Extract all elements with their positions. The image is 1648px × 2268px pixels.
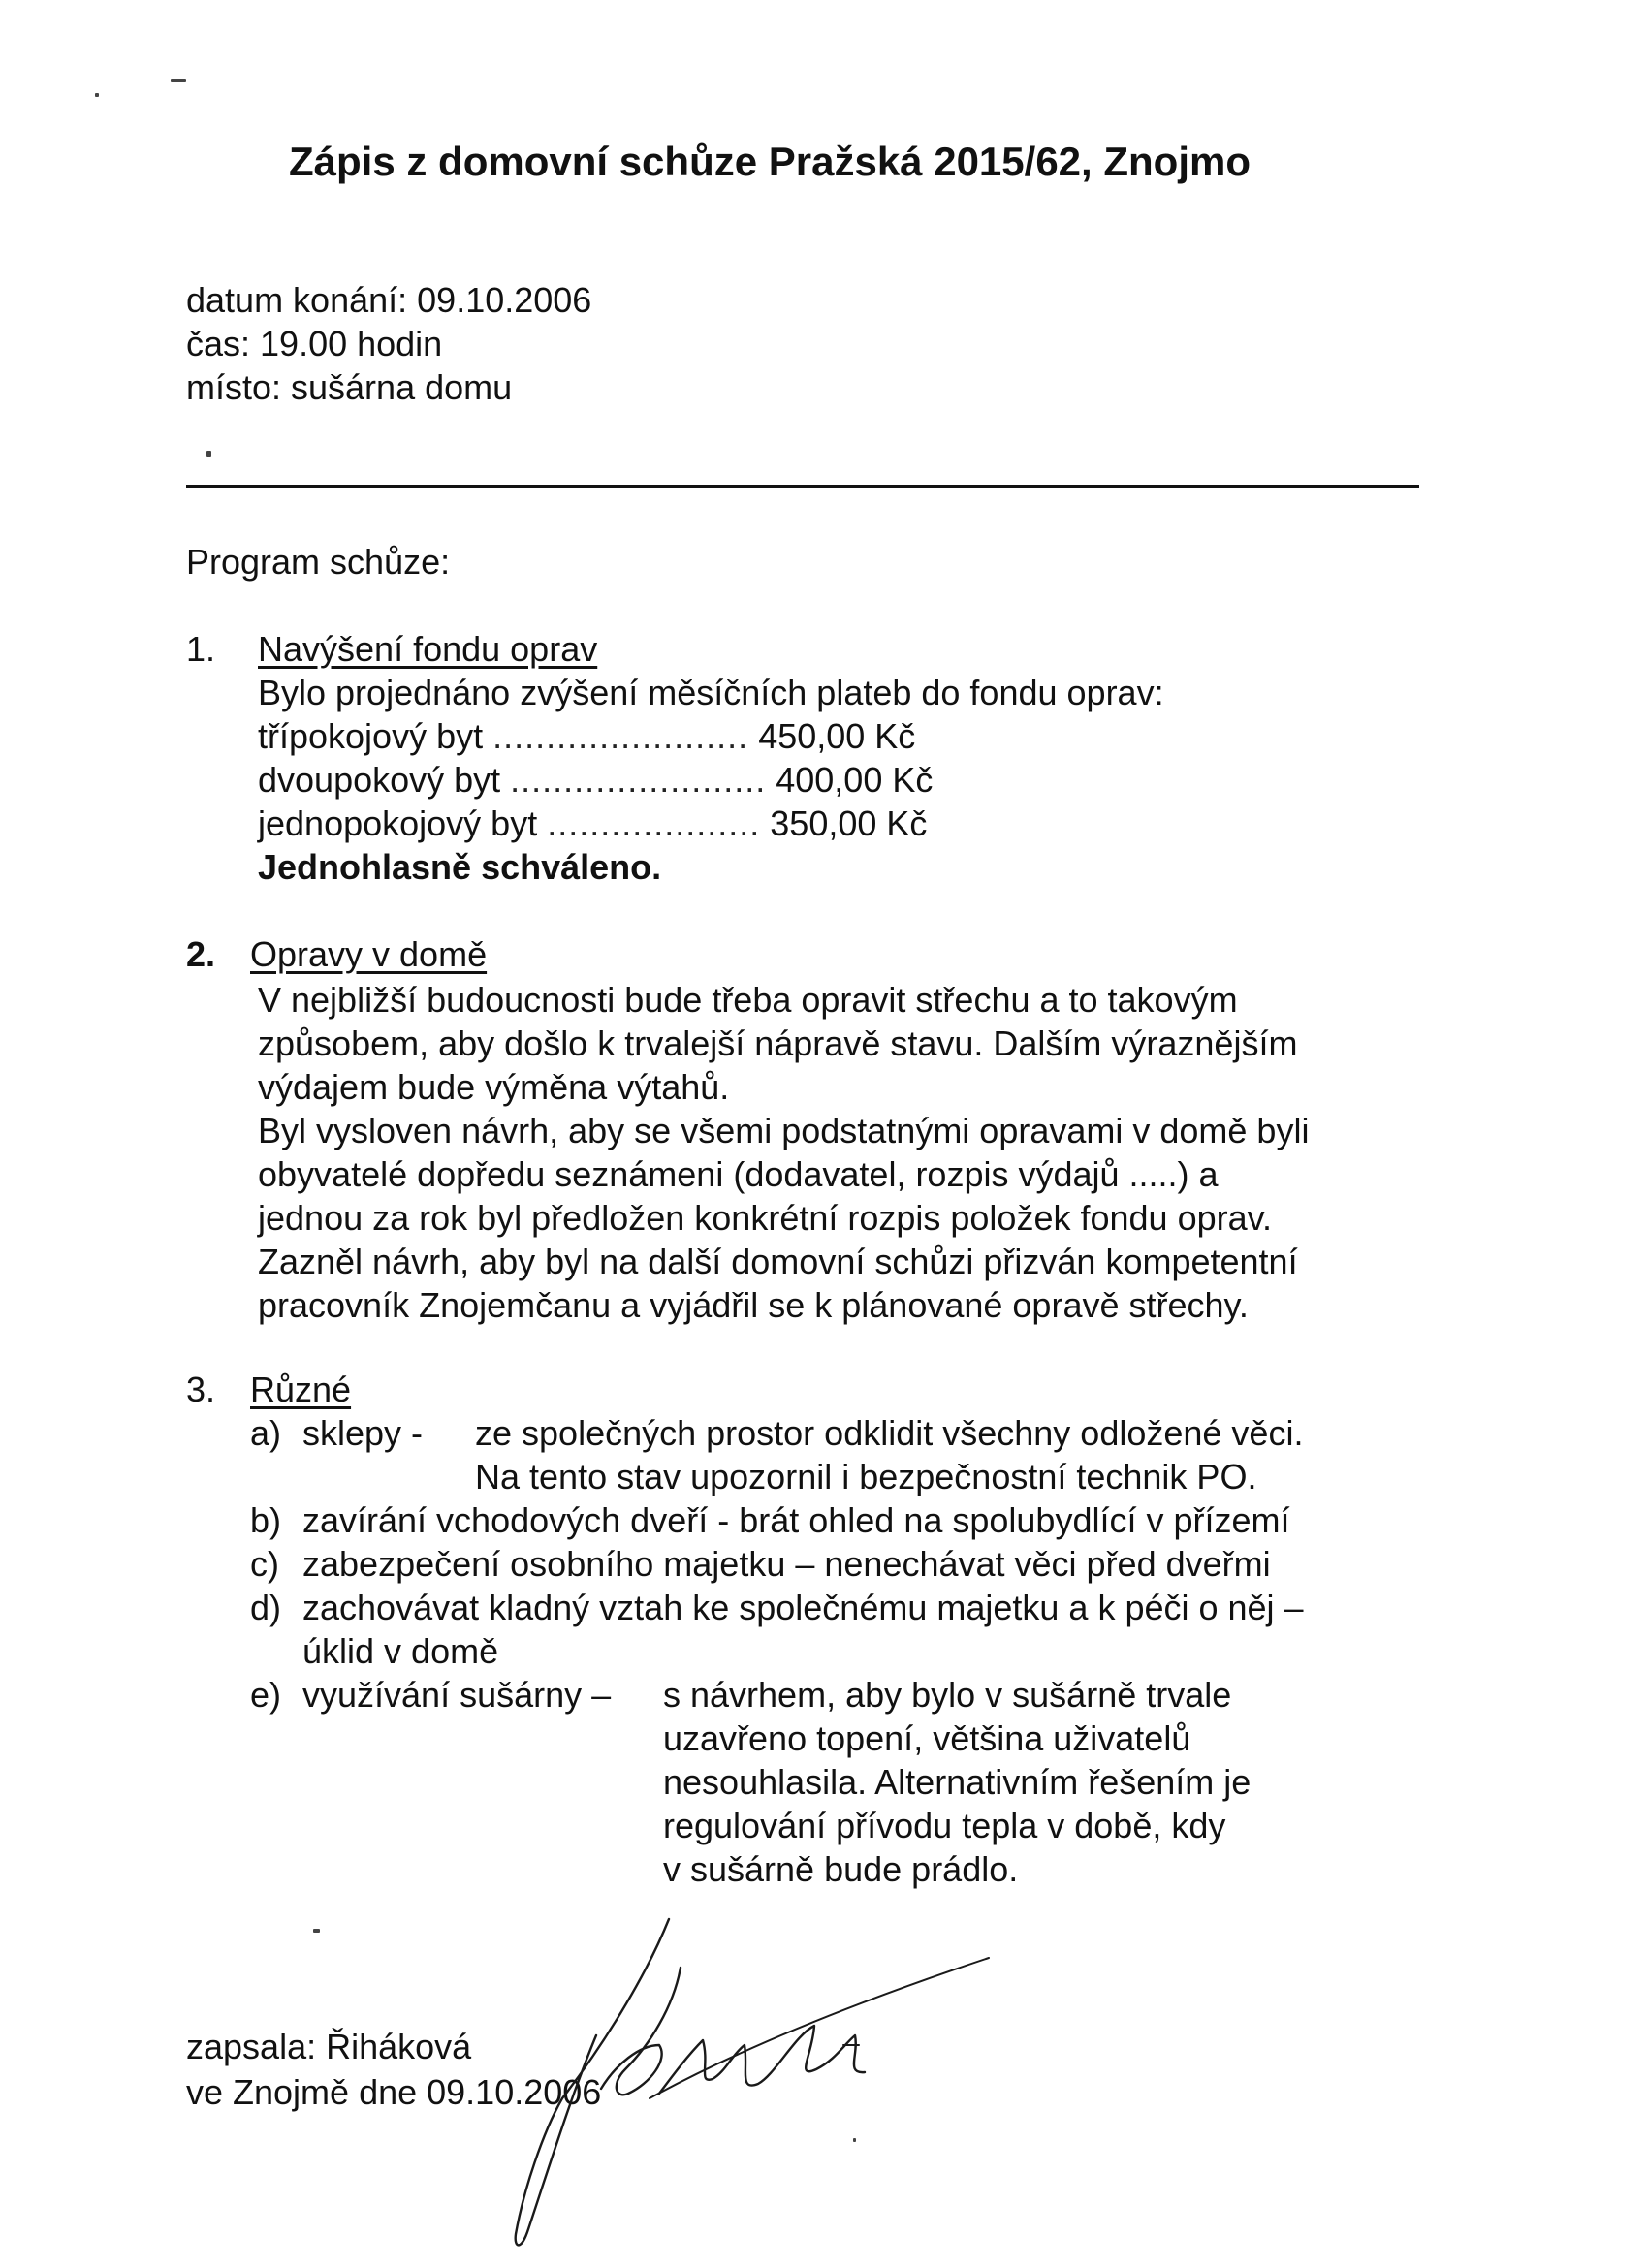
- rate-row: [258, 803, 927, 845]
- rate-dots: ........................: [510, 760, 767, 800]
- subitem-letter: a): [250, 1413, 282, 1453]
- rate-row: [258, 715, 915, 758]
- meeting-time: čas: 19.00 hodin: [186, 324, 443, 363]
- subitem-letter: b): [250, 1500, 282, 1540]
- item2-number: 2.: [186, 934, 216, 974]
- subitem-text: zabezpečení osobního majetku – nenechávat věci před dveřmi: [302, 1544, 1271, 1584]
- item2-line: Byl vysloven návrh, aby se všemi podstatnými opravami v domě byli: [258, 1111, 1310, 1150]
- program-label: Program schůze:: [186, 542, 451, 582]
- subitem-text: uzavřeno topení, většina uživatelů: [663, 1718, 1191, 1758]
- subitem-topic: využívání sušárny –: [302, 1675, 612, 1715]
- item2-line: jednou za rok byl předložen konkrétní rozpis položek fondu oprav.: [258, 1198, 1272, 1238]
- subitem-text: zavírání vchodových dveří - brát ohled na spolubydlící v přízemí: [302, 1500, 1290, 1540]
- recorded-by: zapsala: Řiháková: [186, 2027, 472, 2066]
- item2-line: způsobem, aby došlo k trvalejší nápravě stavu. Dalším výraznějším: [258, 1024, 1298, 1063]
- scan-speck: [95, 93, 99, 97]
- rate-amount: 400,00 Kč: [776, 760, 934, 800]
- rate-label: třípokojový byt: [258, 716, 484, 756]
- rate-row: [258, 759, 933, 802]
- rate-amount: 450,00 Kč: [758, 716, 916, 756]
- subitem-text: v sušárně bude prádlo.: [663, 1849, 1019, 1889]
- item2-line: výdajem bude výměna výtahů.: [258, 1067, 730, 1107]
- item1-intro: Bylo projednáno zvýšení měsíčních plateb do fondu oprav:: [258, 673, 1164, 712]
- meeting-place: místo: sušárna domu: [186, 367, 513, 407]
- subitem-topic: sklepy -: [302, 1413, 424, 1453]
- item2-line: Zazněl návrh, aby byl na další domovní schůzi přizván kompetentní: [258, 1242, 1298, 1281]
- rate-amount: 350,00 Kč: [770, 803, 928, 843]
- item1-number: 1.: [186, 629, 216, 669]
- subitem-text: ze společných prostor odklidit všechny odložené věci.: [475, 1413, 1304, 1453]
- item2-line: pracovník Znojemčanu a vyjádřil se k plánované opravě střechy.: [258, 1285, 1249, 1325]
- item2-line: V nejbližší budoucnosti bude třeba opravit střechu a to takovým: [258, 980, 1238, 1020]
- subitem-text: zachovávat kladný vztah ke společnému majetku a k péči o něj –: [302, 1588, 1304, 1627]
- subitem-text: s návrhem, aby bylo v sušárně trvale: [663, 1675, 1232, 1715]
- subitem-text: nesouhlasila. Alternativním řešením je: [663, 1762, 1252, 1802]
- subitem-letter: e): [250, 1675, 282, 1715]
- horizontal-rule: [186, 485, 1419, 488]
- subitem-letter: d): [250, 1588, 282, 1627]
- rate-label: dvoupokový byt: [258, 760, 501, 800]
- place-and-date: ve Znojmě dne 09.10.2006: [186, 2072, 602, 2112]
- scan-speck: [313, 1929, 320, 1933]
- item3-heading: Různé: [250, 1370, 352, 1409]
- item1-heading: Navýšení fondu oprav: [258, 629, 598, 669]
- rate-label: jednopokojový byt: [258, 803, 538, 843]
- subitem-text: úklid v domě: [302, 1631, 499, 1671]
- subitem-text: regulování přívodu tepla v době, kdy: [663, 1806, 1226, 1845]
- rate-dots: ........................: [492, 716, 749, 756]
- meeting-date: datum konání: 09.10.2006: [186, 280, 592, 320]
- scan-speck: [171, 79, 186, 82]
- item1-result: Jednohlasně schváleno.: [258, 847, 662, 887]
- subitem-text: Na tento stav upozornil i bezpečnostní technik PO.: [475, 1457, 1257, 1496]
- item2-line: obyvatelé dopředu seznámeni (dodavatel, rozpis výdajů .....) a: [258, 1154, 1219, 1194]
- item2-heading: Opravy v domě: [250, 934, 488, 974]
- scan-speck: [206, 451, 211, 457]
- item3-number: 3.: [186, 1370, 216, 1409]
- signature-icon: [504, 1900, 1008, 2268]
- document-title: Zápis z domovní schůze Pražská 2015/62, Znojmo: [289, 139, 1252, 184]
- subitem-letter: c): [250, 1544, 279, 1584]
- rate-dots: ....................: [547, 803, 761, 843]
